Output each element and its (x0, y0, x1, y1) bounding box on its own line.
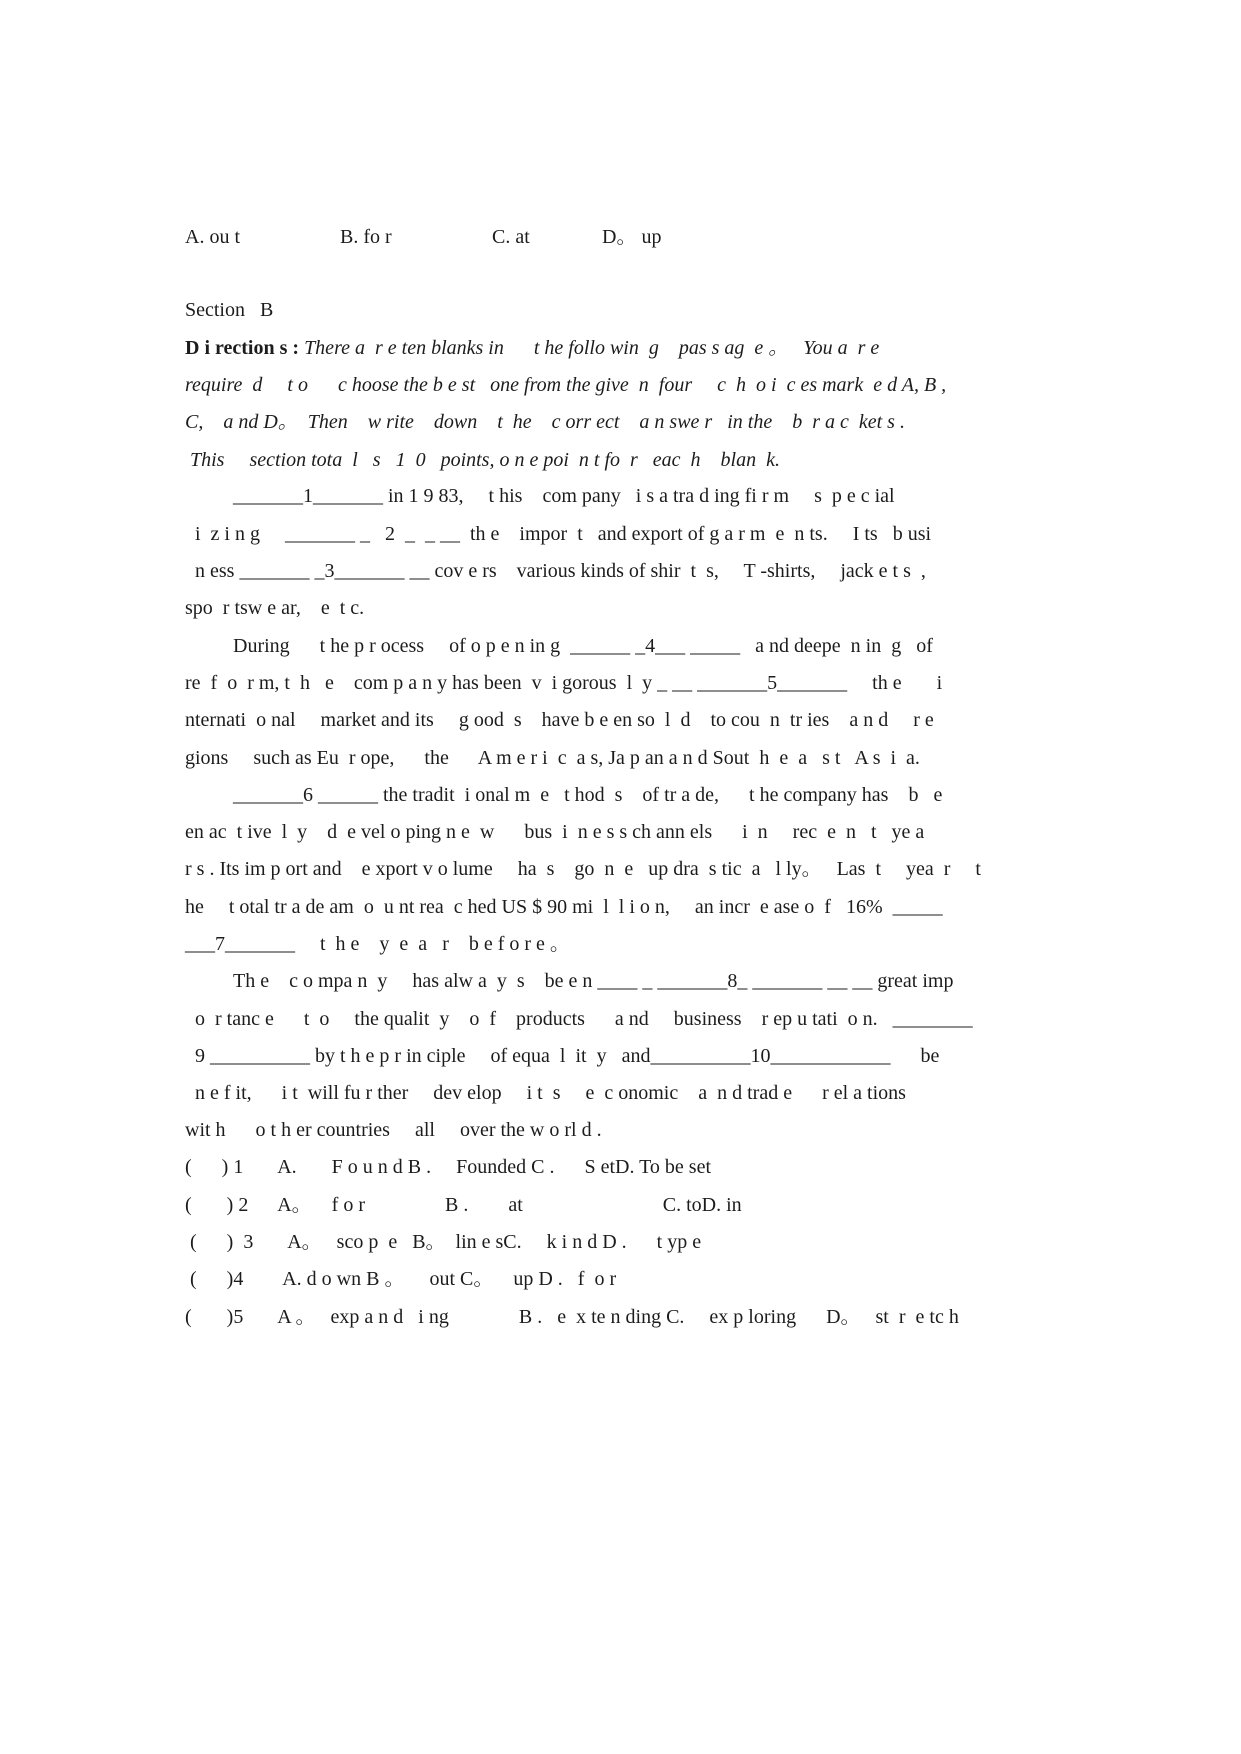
p4-text-2: o r tanc e t o the qualit y o f products a nd business r ep u tati o n. (185, 1008, 893, 1030)
blank-6: _______6 ______ (233, 784, 378, 806)
paragraph-3-line-4 (185, 895, 943, 919)
blank-7: ___7_______ (185, 933, 295, 955)
p3-text-4: he t otal tr a de am o u nt rea c hed US $ 90 mi l l i o n, an incr e ase o f 16% (185, 896, 893, 918)
p2-text-2: th e i (847, 672, 943, 694)
section-title: Section B (185, 299, 274, 321)
blank-2: _______ _ 2 _ _ __ (285, 523, 460, 545)
paragraph-1-line-4: spo r tsw e ar, e t c. (185, 597, 365, 619)
p2-pre-2: re f o r m, t h e com p a n y has been v i gorous l y (185, 672, 658, 694)
paragraph-3-line-5 (185, 932, 570, 956)
p3-text-5: t h e y e a r b e f o r e 。 (295, 933, 570, 955)
directions-label: D i rection s : (185, 337, 300, 359)
question-3: ( ) 3 A。 sco p e B。 lin e sC. k i n d D . t yp e (185, 1231, 702, 1253)
directions-line-4: This section tota l s 1 0 points, o n e poi n t fo r eac h blan k. (190, 449, 780, 471)
option-b: B. fo r (340, 226, 392, 248)
p1-text-1: in 1 9 83, t his com pany i s a tra d ing fi r m s p e c ial (383, 485, 895, 507)
paragraph-1-line-3 (185, 559, 926, 583)
p1-text-2: th e impor t and export of g a r m e n ts. I ts b usi (460, 523, 932, 545)
option-c: C. at (492, 226, 530, 248)
blank-9-start: ________ (892, 1008, 973, 1030)
p3-text-1: the tradit i onal m e t hod s of tr a de, t he company has b e (378, 784, 943, 806)
blank-3: _______ _3_______ __ (239, 560, 430, 582)
paragraph-3-line-1 (233, 783, 942, 807)
question-5: ( )5 A 。 exp a n d i ng B . e x te n ding C. ex p loring D。 st r e tc h (185, 1306, 959, 1328)
p1-text-3: cov e rs various kinds of shir t s, T -shirts, jack e t s , (429, 560, 926, 582)
paragraph-4-line-1 (233, 969, 953, 993)
paragraph-1-line-1 (233, 484, 895, 508)
blank-8: ____ _ _______8_ _______ __ __ (597, 970, 873, 992)
paragraph-4-line-2 (185, 1007, 973, 1031)
blank-7-start: _____ (892, 896, 943, 918)
paragraph-2-line-4: gions such as Eu r ope, the A m e r i c a s, Ja p an a n d Sout h e a s t A s i a. (185, 747, 920, 769)
paragraph-3-line-2: en ac t ive l y d e vel o ping n e w bus i n e s s ch ann els i n rec e n t ye a (185, 821, 925, 843)
paragraph-1-line-2 (185, 522, 931, 546)
p1-pre-2: i z i n g (185, 523, 285, 545)
paragraph-2-line-3: nternati o nal market and its g ood s have b e en so l d to cou n tr ies a n d r e (185, 709, 934, 731)
p4-text-1: great imp (872, 970, 954, 992)
question-4: ( )4 A. d o wn B 。 out C。 up D . f o r (185, 1268, 617, 1290)
paragraph-2-line-1 (233, 634, 933, 658)
blank-1: _______1_______ (233, 485, 383, 507)
p2-pre-1: During t he p r ocess of o p e n in g (233, 635, 571, 657)
directions-line-1 (185, 336, 879, 360)
blank-4: ______ _4___ _____ (570, 635, 741, 657)
paragraph-3-line-3: r s . Its im p ort and e xport v o lume ha s go n e up dra s tic a l ly。 Las t yea r t (185, 858, 981, 880)
p4-text-3: by t h e p r in ciple of equa l it y and (310, 1045, 651, 1067)
blank-9: 9 __________ (185, 1045, 310, 1067)
directions-line-3: C, a nd D。 Then w rite down t he c orr ect a n swe r in the b r a c ket s . (185, 411, 905, 433)
question-2: ( ) 2 A。 f o r B . at C. toD. in (185, 1194, 742, 1216)
option-d: D。 up (602, 226, 662, 248)
question-1: ( ) 1 A. F o u n d B . Founded C . S etD. To be set (185, 1156, 712, 1178)
blank-10: __________10____________ (650, 1045, 891, 1067)
directions-line-2: require d t o c hoose the b e st one from the give n four c h o i c es mark e d A, B , (185, 374, 947, 396)
paragraph-4-line-5: wit h o t h er countries all over the w o rl d . (185, 1119, 602, 1141)
p4-pre-1: Th e c o mpa n y has alw a y s be e n (233, 970, 598, 992)
p1-pre-3: n ess (185, 560, 240, 582)
paragraph-4-line-3 (185, 1044, 939, 1068)
paragraph-2-line-2 (185, 671, 942, 695)
p2-text-1: a nd deepe n in g of (740, 635, 933, 657)
directions-text-1: There a r e ten blanks in t he follo win g pas s ag e 。 You a r e (304, 337, 880, 359)
option-a: A. ou t (185, 226, 240, 248)
p4-text-3b: be (890, 1045, 940, 1067)
paragraph-4-line-4: n e f it, i t will fu r ther dev elop i t s e c onomic a n d trad e r el a tions (185, 1082, 906, 1104)
blank-5: _ __ _______5_______ (657, 672, 848, 694)
